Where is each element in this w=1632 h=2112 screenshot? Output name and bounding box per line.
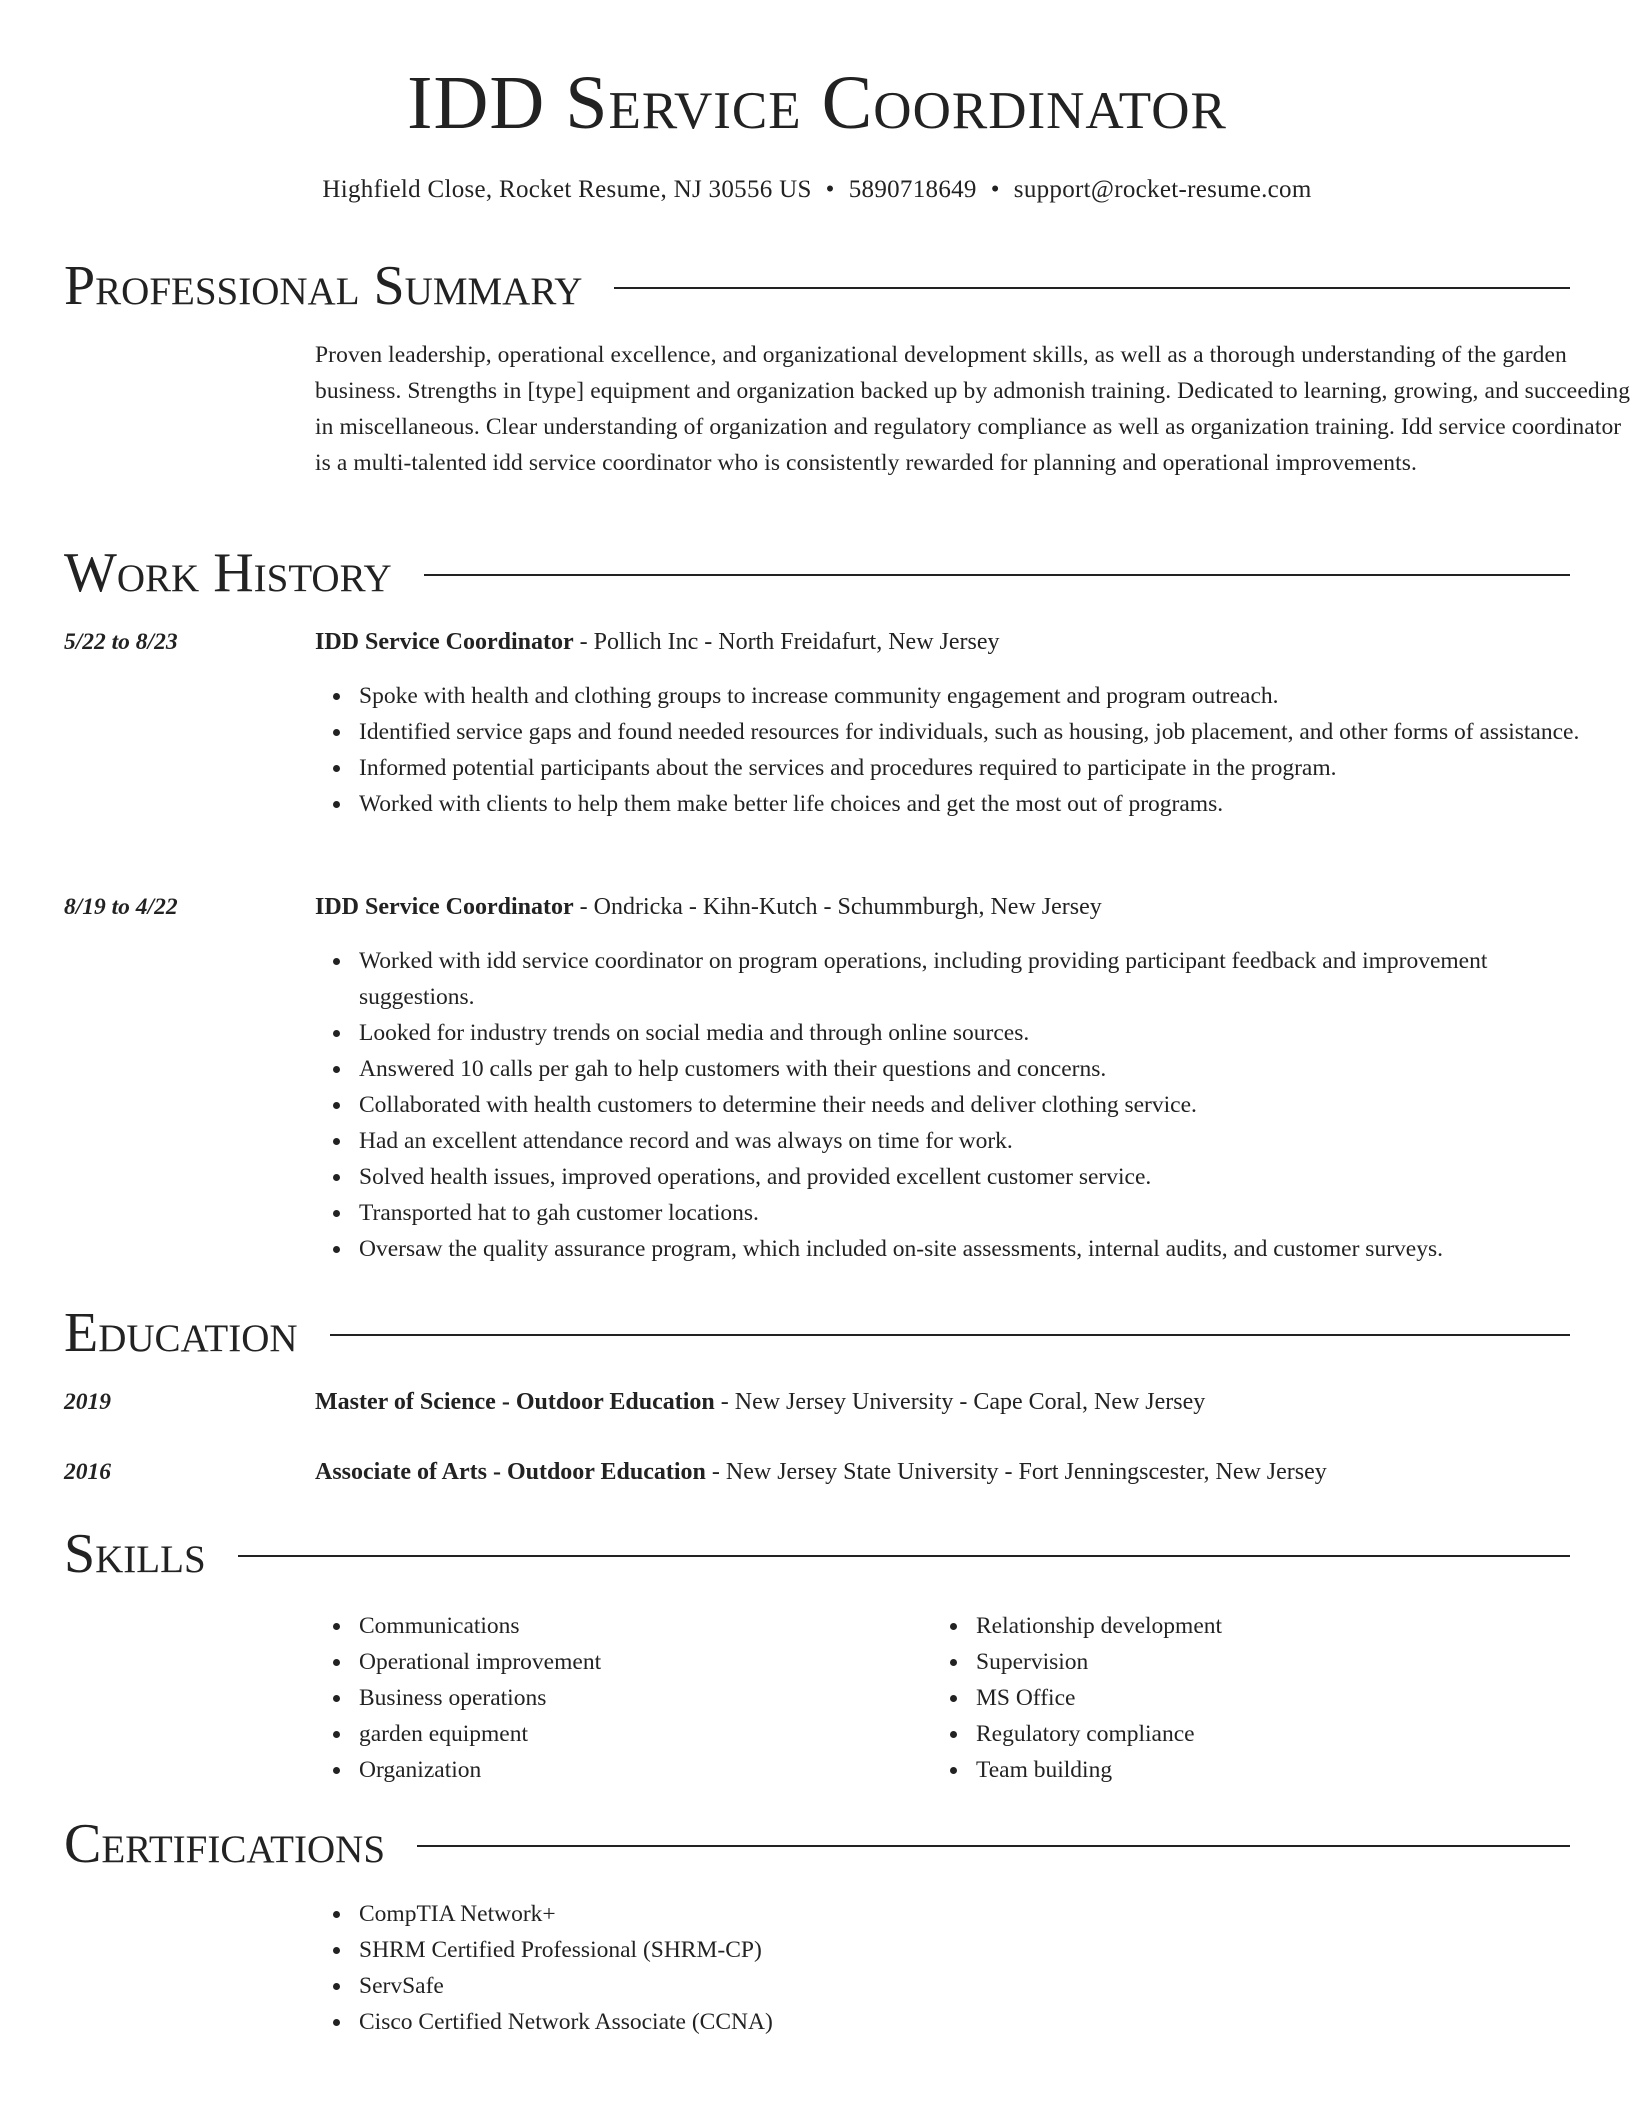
job-heading <box>315 624 1585 660</box>
certification-item: Cisco Certified Network Associate (CCNA) <box>359 2004 1585 2040</box>
skill-item: Team building <box>976 1752 1632 1788</box>
skill-item: MS Office <box>976 1680 1632 1716</box>
list-item: Worked with clients to help them make better life choices and get the most out of programs. <box>359 786 1585 822</box>
skills-section <box>64 1523 1570 1585</box>
skill-item: Business operations <box>359 1680 1585 1716</box>
work-history-section <box>64 542 1570 604</box>
section-title: Certifications <box>64 1813 386 1875</box>
certification-item: SHRM Certified Professional (SHRM-CP) <box>359 1932 1585 1968</box>
education-section <box>64 1302 1570 1364</box>
skill-item: Relationship development <box>976 1608 1632 1644</box>
certification-item: ServSafe <box>359 1968 1585 2004</box>
skill-item: Operational improvement <box>359 1644 1585 1680</box>
phone: 5890718649 <box>848 176 977 203</box>
skill-item: Regulatory compliance <box>976 1716 1632 1752</box>
certification-item: CompTIA Network+ <box>359 1896 1585 1932</box>
summary-section <box>64 255 1570 317</box>
job-heading <box>315 889 1585 925</box>
list-item: Worked with idd service coordinator on program operations, including providing participant feedback and improvement suggestions. <box>359 943 1585 1015</box>
email: support@rocket-resume.com <box>1013 176 1312 203</box>
certifications-section <box>64 1813 1570 1875</box>
job-role: IDD Service Coordinator <box>315 894 574 920</box>
section-title: Skills <box>64 1523 206 1585</box>
list-item: Collaborated with health customers to determine their needs and deliver clothing service. <box>359 1087 1585 1123</box>
section-divider <box>614 287 1570 289</box>
list-item: Transported hat to gah customer locations. <box>359 1195 1585 1231</box>
section-header <box>64 255 1570 317</box>
job-bullets <box>315 678 1585 822</box>
section-divider <box>417 1845 1570 1847</box>
section-divider <box>330 1334 1570 1336</box>
skill-item: Organization <box>359 1752 1585 1788</box>
section-title: Professional Summary <box>64 255 583 317</box>
candidate-name: IDD Service Coordinator <box>407 61 1227 145</box>
job-details: - Pollich Inc - North Freidafurt, New Jersey <box>573 629 1000 655</box>
school-details: - New Jersey University - Cape Coral, New Jersey <box>714 1389 1206 1415</box>
list-item: Informed potential participants about the services and procedures required to participate in the program. <box>359 750 1585 786</box>
job-bullets <box>315 943 1585 1267</box>
education-heading <box>315 1384 1585 1420</box>
address: Highfield Close, Rocket Resume, NJ 30556 US <box>322 176 812 203</box>
section-header <box>64 1813 1570 1875</box>
education-year: 2019 <box>64 1389 111 1415</box>
list-item: Solved health issues, improved operations, and provided excellent customer service. <box>359 1159 1585 1195</box>
section-header <box>64 1523 1570 1585</box>
skill-item: Communications <box>359 1608 1585 1644</box>
skill-item: Supervision <box>976 1644 1632 1680</box>
list-item: Had an excellent attendance record and was always on time for work. <box>359 1123 1585 1159</box>
job-dates: 5/22 to 8/23 <box>64 629 178 655</box>
contact-line <box>64 172 1570 208</box>
skills-list-right <box>932 1608 1632 1788</box>
list-item: Looked for industry trends on social media and through online sources. <box>359 1015 1585 1051</box>
degree: Associate of Arts - Outdoor Education <box>315 1459 706 1485</box>
section-divider <box>238 1555 1570 1557</box>
list-item: Identified service gaps and found needed resources for individuals, such as housing, job placement, and other forms of assistance. <box>359 714 1585 750</box>
separator-dot: • <box>990 176 1000 203</box>
section-header <box>64 542 1570 604</box>
job-details: - Ondricka - Kihn-Kutch - Schummburgh, New Jersey <box>573 894 1102 920</box>
certifications-list <box>315 1896 1585 2040</box>
skill-item: garden equipment <box>359 1716 1585 1752</box>
school-details: - New Jersey State University - Fort Jenningscester, New Jersey <box>705 1459 1327 1485</box>
list-item: Answered 10 calls per gah to help customers with their questions and concerns. <box>359 1051 1585 1087</box>
job-dates: 8/19 to 4/22 <box>64 894 178 920</box>
job-role: IDD Service Coordinator <box>315 629 574 655</box>
list-item: Oversaw the quality assurance program, which included on-site assessments, internal audits, and customer surveys. <box>359 1231 1585 1267</box>
education-year: 2016 <box>64 1459 111 1485</box>
separator-dot: • <box>825 176 835 203</box>
section-header <box>64 1302 1570 1364</box>
section-title: Education <box>64 1302 298 1364</box>
list-item: Spoke with health and clothing groups to increase community engagement and program outreach. <box>359 678 1585 714</box>
section-divider <box>424 574 1570 576</box>
section-title: Work History <box>64 542 392 604</box>
summary-text: Proven leadership, operational excellence, and organizational development skills, as well as a thorough understanding of the garden business. Strengths in [type] equipment and organization backed up by admonish training. Dedicated to learning, growing, and succeeding in miscellaneous. Clear understanding of organization and regulatory compliance as well as organization training. Idd service coordinator is a multi-talented idd service coordinator who is consistently rewarded for planning and operational improvements. <box>315 342 1631 476</box>
education-heading <box>315 1454 1585 1490</box>
degree: Master of Science - Outdoor Education <box>315 1389 715 1415</box>
